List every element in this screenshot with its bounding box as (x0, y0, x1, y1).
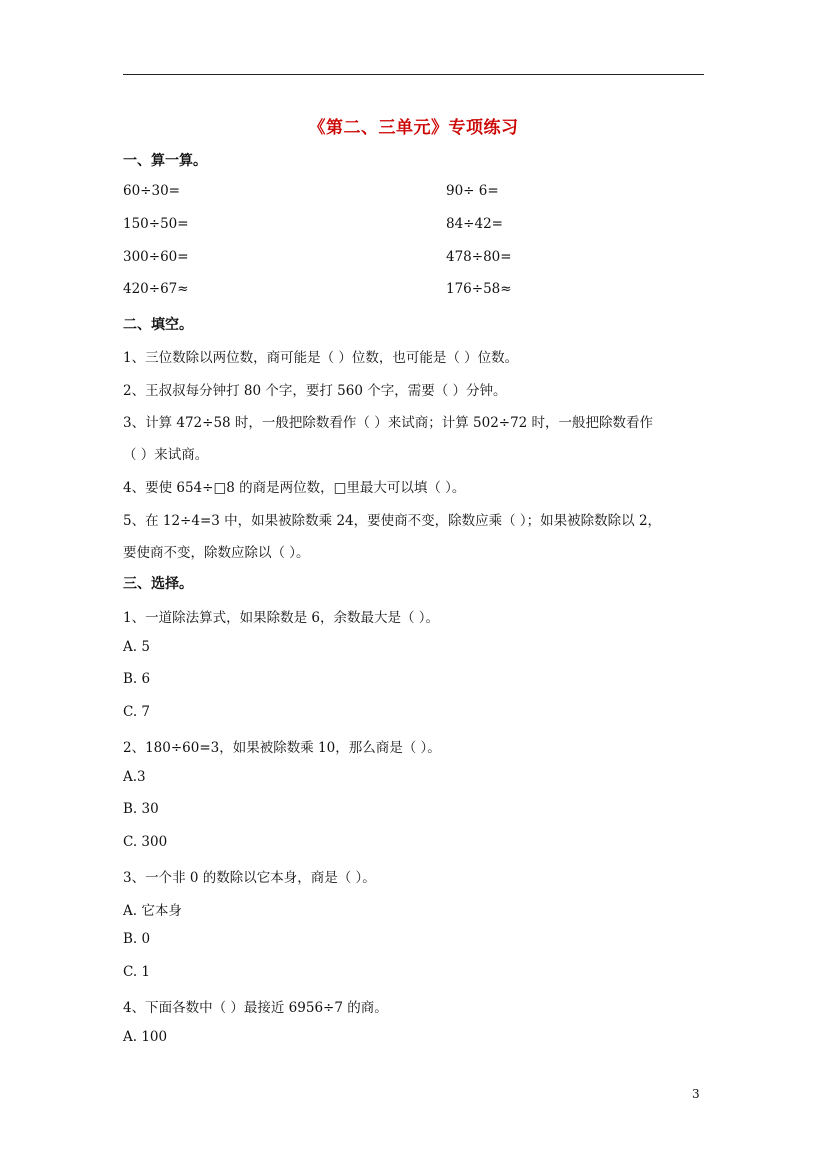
section1-heading: 一、算一算。 (123, 153, 207, 169)
calc-item: 176÷58≈ (446, 281, 512, 297)
choice-option: C. 300 (123, 834, 168, 850)
fill-question-5: 5、在 12÷4=3 中，如果被除数乘 24，要使商不变，除数应乘（ ）；如果被除数除以 2， (123, 513, 662, 529)
choice-question-3: 3、一个非 0 的数除以它本身，商是（ ）。 (123, 870, 376, 886)
fill-question-2: 2、王叔叔每分钟打 80 个字，要打 560 个字，需要（ ）分钟。 (123, 383, 507, 399)
choice-option: B. 30 (123, 801, 159, 817)
calc-item: 420÷67≈ (123, 281, 189, 297)
choice-option: A.3 (123, 769, 146, 785)
choice-option: C. 1 (123, 964, 151, 980)
choice-option: A. 它本身 (123, 903, 182, 919)
choice-question-4: 4、下面各数中（ ）最接近 6956÷7 的商。 (123, 1000, 388, 1016)
calc-item: 300÷60= (123, 249, 189, 265)
fill-question-3: 3、计算 472÷58 时，一般把除数看作（ ）来试商；计算 502÷72 时，一般把除数看作 (123, 415, 654, 431)
calc-item: 60÷30= (123, 183, 180, 199)
calc-item: 90÷ 6= (446, 183, 499, 199)
fill-question-1: 1、三位数除以两位数，商可能是（ ）位数，也可能是（ ）位数。 (123, 350, 519, 366)
choice-option: C. 7 (123, 704, 151, 720)
choice-option: A. 100 (123, 1029, 168, 1045)
calc-item: 478÷80= (446, 249, 512, 265)
choice-question-2: 2、180÷60=3，如果被除数乘 10，那么商是（ ）。 (123, 740, 441, 756)
page-number: 3 (692, 1087, 700, 1101)
choice-question-1: 1、一道除法算式，如果除数是 6，余数最大是（ ）。 (123, 610, 440, 626)
calc-item: 150÷50= (123, 216, 189, 232)
calc-item: 84÷42= (446, 216, 503, 232)
fill-question-4: 4、要使 654÷□8 的商是两位数，□里最大可以填（ ）。 (123, 480, 466, 496)
page-title: 《第二、三单元》专项练习 (308, 118, 519, 138)
fill-question-5-cont: 要使商不变，除数应除以（ ）。 (123, 545, 310, 561)
choice-option: A. 5 (123, 639, 150, 655)
header-rule (123, 74, 704, 75)
section3-heading: 三、选择。 (123, 576, 193, 592)
choice-option: B. 0 (123, 931, 151, 947)
fill-question-3-cont: （ ）来试商。 (123, 447, 209, 463)
choice-option: B. 6 (123, 671, 151, 687)
section2-heading: 二、填空。 (123, 317, 193, 333)
